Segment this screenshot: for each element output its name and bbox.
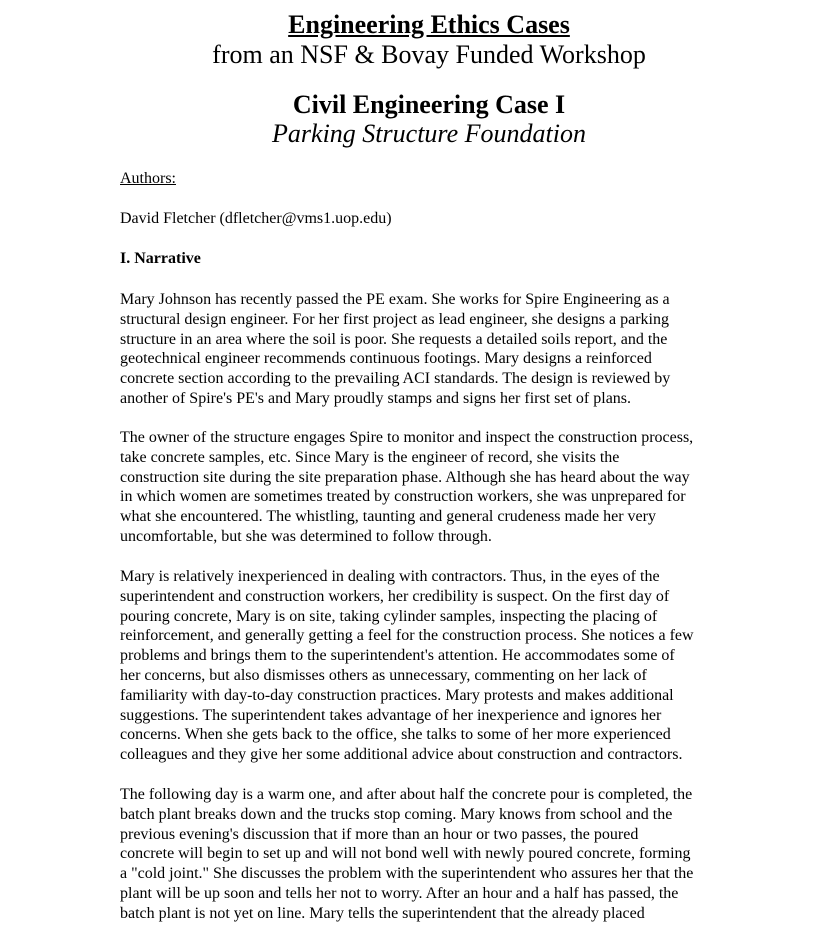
paragraph-line: colleagues and they give her some additional advice about construction and contractors. <box>120 746 683 764</box>
paragraph-line: batch plant is not yet on line. Mary tells the superintendent that the already placed <box>120 904 645 922</box>
paragraph-line: Mary Johnson has recently passed the PE exam. She works for Spire Engineering as a <box>120 291 670 308</box>
paragraph-line: concrete will begin to set up and will not bond well with newly poured concrete, forming <box>120 845 691 863</box>
document-subtitle: from an NSF & Bovay Funded Workshop <box>212 40 646 69</box>
section-heading: I. Narrative <box>120 250 201 267</box>
paragraph-line: previous evening's discussion that if more than an hour or two passes, the poured <box>120 825 639 843</box>
document-title: Engineering Ethics Cases <box>288 10 570 39</box>
paragraph-line: concrete section according to the prevailing ACI standards. The design is reviewed by <box>120 370 671 388</box>
paragraph-line: take concrete samples, etc. Since Mary is the engineer of record, she visits the <box>120 448 620 466</box>
case-subtitle: Parking Structure Foundation <box>272 119 586 148</box>
paragraph-line: The following day is a warm one, and after about half the concrete pour is completed, the <box>120 786 693 803</box>
paragraph-line: what she encountered. The whistling, taunting and general crudeness made her very <box>120 508 656 526</box>
paragraph-line: reinforcement, and generally getting a feel for the construction process. She notices a few <box>120 627 694 645</box>
authors-label: Authors: <box>120 170 176 187</box>
paragraph-line: in which women are sometimes treated by construction workers, she was unprepared for <box>120 488 686 506</box>
paragraph-line: another of Spire's PE's and Mary proudly stamps and signs her first set of plans. <box>120 389 632 407</box>
paragraph-line: suggestions. The superintendent takes advantage of her inexperience and ignores her <box>120 706 662 724</box>
paragraph-line: plant will be up soon and tells her not to worry. After an hour and a half has passed, the <box>120 884 679 902</box>
paragraph-line: The owner of the structure engages Spire to monitor and inspect the construction process, <box>120 429 694 446</box>
paragraph-line: superintendent and construction workers, her credibility is suspect. On the first day of <box>120 587 670 605</box>
paragraph-line: familiarity with day-to-day construction practices. Mary protests and makes additional <box>120 686 674 704</box>
paragraph-line: concerns. When she gets back to the office, she talks to some of her more experienced <box>120 726 671 744</box>
case-title: Civil Engineering Case I <box>292 90 566 119</box>
paragraph-line: pouring concrete, Mary is on site, taking cylinder samples, inspecting the placing of <box>120 607 658 625</box>
paragraph-line: batch plant breaks down and the trucks stop coming. Mary knows from school and the <box>120 805 673 823</box>
paragraph-line: a "cold joint." She discusses the problem with the superintendent who assures her that the <box>120 865 694 883</box>
paragraph-line: structure in an area where the soil is poor. She requests a detailed soils report, and the <box>120 330 668 348</box>
paragraph-line: construction site during the site preparation phase. Although she has heard about the way <box>120 468 690 486</box>
author-entry: David Fletcher (dfletcher@vms1.uop.edu) <box>120 210 392 227</box>
paragraph-line: Mary is relatively inexperienced in dealing with contractors. Thus, in the eyes of the <box>120 568 660 585</box>
narrative-paragraph-1 <box>120 290 760 409</box>
paragraph-line: her concerns, but also dismisses others as unnecessary, commenting on her lack of <box>120 666 647 684</box>
paragraph-line: problems and brings them to the superintendent's attention. He accommodates some of <box>120 647 675 665</box>
paragraph-line: structural design engineer. For her first project as lead engineer, she designs a parking <box>120 310 669 328</box>
paragraph-line: uncomfortable, but she was determined to follow through. <box>120 527 492 545</box>
narrative-paragraph-4 <box>120 785 760 924</box>
paragraph-line: geotechnical engineer recommends continuous footings. Mary designs a reinforced <box>120 350 652 368</box>
narrative-paragraph-2 <box>120 428 760 547</box>
narrative-paragraph-3 <box>120 567 760 765</box>
